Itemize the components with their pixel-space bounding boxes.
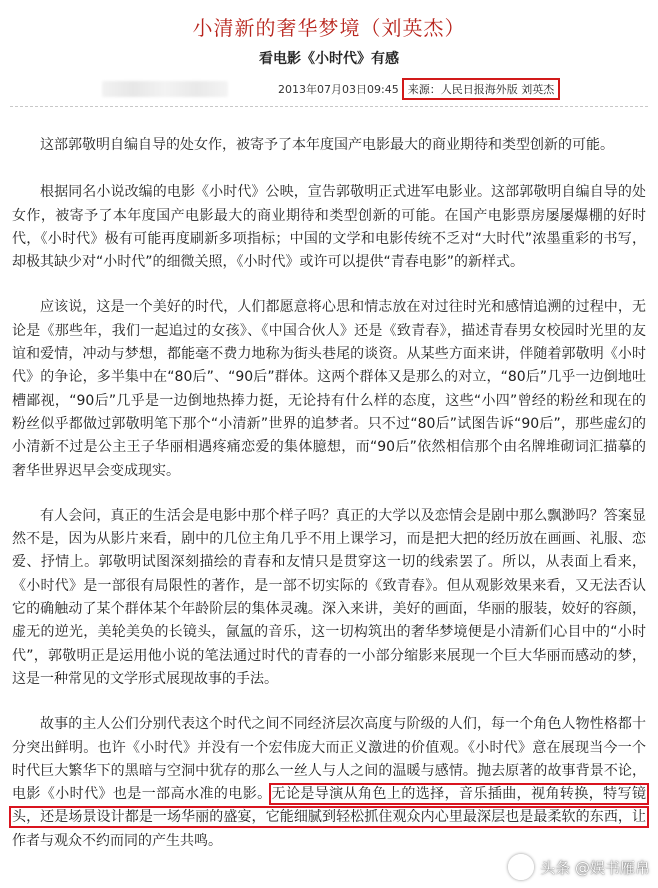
divider xyxy=(10,106,648,107)
paragraph-text: 作者与观众不约而同的产生共鸣。 xyxy=(12,832,222,849)
highlighted-text: 无论是导演从角色上的选择，音乐插曲，视角转换，特写镜头，还是场景设计都是一场华丽的盛宴，它能细腻到轻松抓住观众内心里最深层也是最柔软的东西，让 xyxy=(12,786,647,826)
paragraph: 根据同名小说改编的电影《小时代》公映，宣告郭敬明正式进军电影业。这部郭敬明自编自导的处女作，被寄予了本年度国产电影最大的商业期待和类型创新的可能。在国产电影票房屡屡爆棚的好时代，《小时代》极有可能再度刷新多项指标；中国的文学和电影传统不乏对“大时代”浓墨重彩的书写，却极其缺少对“小时代”的细微关照，《小时代》或许可以提供“青春电影”的新样式。 xyxy=(12,184,646,271)
blurred-author xyxy=(102,81,228,97)
watermark-icon xyxy=(508,854,534,880)
article-title: 小清新的奢华梦境（刘英杰） xyxy=(192,16,466,40)
paragraph xyxy=(12,713,646,853)
source-label: 来源：人民日报海外版 刘英杰 xyxy=(402,78,561,100)
article-body xyxy=(12,134,646,853)
paragraph: 应该说，这是一个美好的时代，人们都愿意将心思和情志放在对过往时光和感情追溯的过程中，无论是《那些年，我们一起追过的女孩》、《中国合伙人》还是《致青春》，描述青春男女校园时光里的友谊和爱情，冲动与梦想，都能毫不费力地称为街头巷尾的谈资。从某些方面来讲，伴随着郭敬明《小时代》的争论，多半集中在“80后”、“90后”群体。这两个群体又是那么的对立，“80后”几乎一边倒地吐槽鄙视，“90后”几乎是一边倒地热捧力挺，无论持有什么样的态度，这些“小四”曾经的粉丝和现在的粉丝似乎都做过郭敬明笔下那个“小清新”世界的追梦者。只不过“80后”试图告诉“90后”，那些虚幻的小清新不过是公主王子华丽相遇疼痛恋爱的集体臆想，而“90后”依然相信那个由名牌堆砌词汇描摹的奢华世界迟早会变成现实。 xyxy=(12,299,646,479)
paragraph: 这部郭敬明自编自导的处女作，被寄予了本年度国产电影最大的商业期待和类型创新的可能。 xyxy=(40,137,614,153)
watermark-text: 头条 @娱书雁帛 xyxy=(540,858,650,877)
publish-datetime: 2013年07月03日09:45 xyxy=(278,83,399,96)
paragraph-text: 故事的主人公们分别代表这个时代之间不同经济层次高度与阶级的人们，每一个角色人物性格都十分突出鲜明。也许《小时代》并没有一个宏伟庞大而正义激进的价值观。《小时代》意在展现当今一个时代巨大繁华下的黑暗与空洞中犹存的那么一丝人与人之间的温暖与感情。抛去原著的故事背景不论，电影《小时代》也是一部高水准的电影。 xyxy=(12,716,646,803)
watermark xyxy=(508,854,650,880)
article-meta xyxy=(102,78,560,100)
paragraph: 有人会问，真正的生活会是电影中那个样子吗？真正的大学以及恋情会是剧中那么飘渺吗？答案显然不是，因为从影片来看，剧中的几位主角几乎不用上课学习，而是把大把的经历放在画画、礼服、恋爱、抒情上。郭敬明试图深刻描绘的青春和友情只是贯穿这一切的线索罢了。所以，从表面上看来，《小时代》是一部很有局限性的著作，是一部不切实际的《致青春》。但从观影效果来看，又无法否认它的确触动了某个群体某个年龄阶层的集体灵魂。深入来讲，美好的画面，华丽的服装，姣好的容颜，虚无的逆光，美轮美奂的长镜头，氤氲的音乐，这一切构筑出的奢华梦境便是小清新们心目中的“小时代”，郭敬明正是运用他小说的笔法通过时代的青春的一小部分缩影来展现一个巨大华丽而感动的梦，这是一种常见的文学形式展现故事的手法。 xyxy=(12,507,646,687)
article-subtitle: 看电影《小时代》有感 xyxy=(259,51,399,67)
